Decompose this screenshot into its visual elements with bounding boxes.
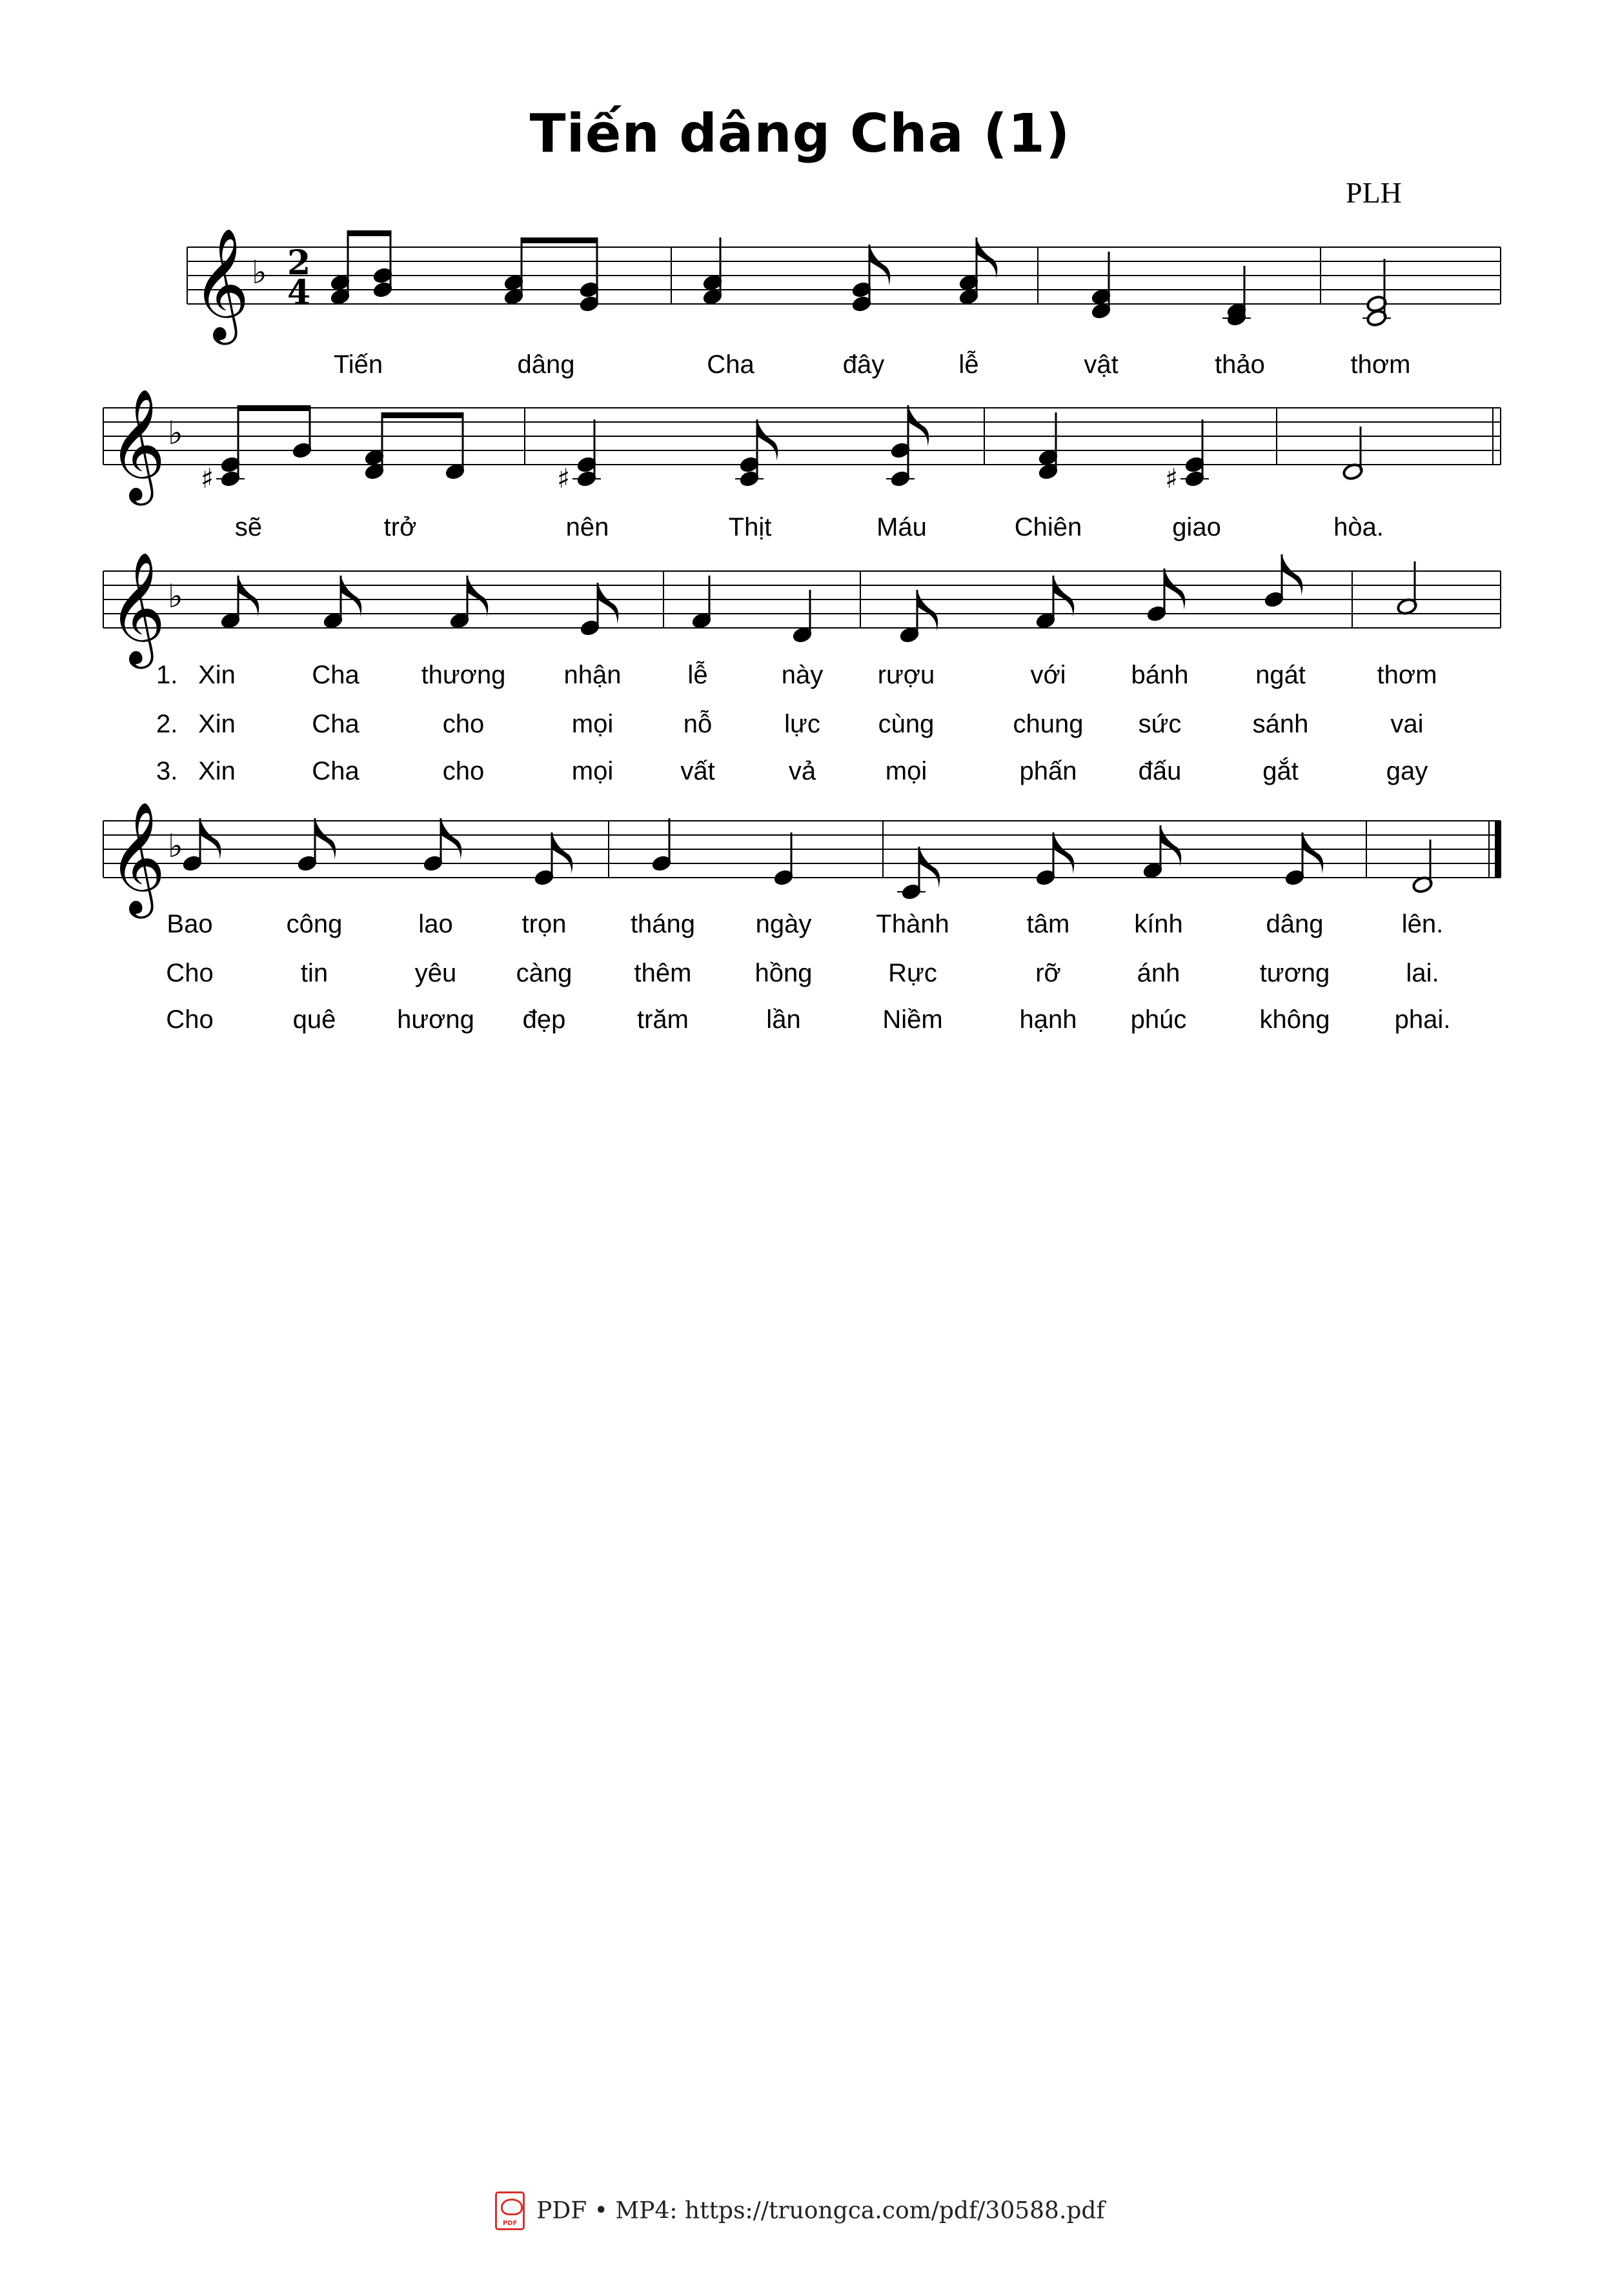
eighth-flag	[315, 818, 336, 860]
eighth-flag	[917, 590, 938, 631]
lyric-syllable: thêm	[634, 959, 692, 987]
lyric-syllable: đẹp	[522, 1005, 566, 1034]
lyric-syllable: kính	[1134, 910, 1183, 938]
lyric-syllable: nên	[565, 513, 609, 541]
beam	[238, 405, 310, 411]
eighth-flag	[1302, 832, 1323, 874]
lyric-syllable: mọi	[571, 757, 614, 785]
lyric-syllable: Chiên	[1014, 513, 1082, 541]
eighth-flag	[598, 583, 618, 624]
flat-key-signature-icon: ♭	[168, 578, 183, 615]
verse-number: 2.	[156, 710, 178, 738]
lyric-syllable: phai.	[1394, 1005, 1451, 1034]
treble-clef-icon: 𝄞	[108, 552, 166, 664]
lyric-syllable: tương	[1259, 959, 1330, 987]
verse-number: 1.	[156, 661, 178, 689]
sharp-accidental-icon: ♯	[557, 463, 571, 494]
lyric-syllable: lao	[418, 910, 453, 938]
lyric-syllable: sánh	[1252, 710, 1309, 738]
lyric-syllable: Cha	[312, 710, 359, 738]
lyric-syllable: cho	[442, 710, 485, 738]
eighth-flag	[977, 237, 997, 279]
lyric-syllable: Niềm	[882, 1005, 943, 1034]
lyric-syllable: vất	[680, 757, 715, 785]
eighth-flag	[1053, 832, 1074, 874]
lyric-syllable: nỗ	[683, 710, 713, 738]
lyric-syllable: mọi	[571, 710, 614, 738]
lyric-syllable: ánh	[1137, 959, 1180, 987]
final-barline-thick	[1495, 821, 1501, 878]
lyric-syllable: ngày	[755, 910, 812, 938]
lyric-syllable: Cha	[312, 757, 359, 785]
sharp-accidental-icon: ♯	[1165, 463, 1179, 494]
time-signature-bottom: 4	[287, 273, 311, 312]
composer-credit: PLH	[1346, 176, 1402, 209]
lyric-syllable: Cho	[166, 959, 214, 987]
lyric-syllable: trở	[383, 513, 417, 541]
lyric-syllable: trọn	[522, 910, 567, 938]
lyric-syllable: thơm	[1350, 350, 1411, 379]
eighth-flag	[1053, 576, 1074, 617]
lyric-syllable: lên.	[1401, 910, 1444, 938]
lyric-syllable: dâng	[1266, 910, 1324, 938]
lyric-syllable: gắt	[1262, 757, 1299, 785]
flat-key-signature-icon: ♭	[168, 827, 183, 865]
lyric-syllable: Máu	[876, 513, 927, 541]
lyric-syllable: Rực	[888, 959, 937, 987]
lyric-syllable: sẽ	[234, 513, 263, 541]
pdf-icon	[495, 2191, 525, 2230]
lyric-syllable: chung	[1013, 710, 1084, 738]
lyric-syllable: thảo	[1215, 350, 1265, 379]
lyric-syllable: nhận	[563, 661, 622, 689]
song-title: Tiến dâng Cha (1)	[529, 103, 1071, 165]
beam	[382, 412, 463, 418]
lyric-syllable: lễ	[687, 661, 708, 689]
eighth-flag	[919, 847, 940, 888]
lyric-syllable: Cho	[166, 1005, 214, 1034]
eighth-flag	[1160, 825, 1181, 867]
lyric-syllable: hồng	[754, 959, 813, 987]
lyric-syllable: Xin	[198, 710, 236, 738]
lyric-syllable: hương	[397, 1005, 474, 1034]
lyric-syllable: không	[1259, 1005, 1330, 1034]
lyric-syllable: hạnh	[1019, 1005, 1077, 1034]
eighth-flag	[200, 818, 221, 860]
eighth-flag	[1282, 554, 1302, 596]
lyric-syllable: Cha	[707, 350, 754, 379]
lyric-syllable: Tiến	[333, 350, 383, 379]
lyric-syllable: quê	[292, 1005, 336, 1034]
lyric-syllable: lực	[784, 710, 820, 738]
lyric-syllable: vả	[788, 757, 816, 785]
lyric-syllable: vật	[1084, 350, 1119, 379]
lyric-syllable: mọi	[885, 757, 927, 785]
lyric-syllable: thơm	[1377, 661, 1437, 689]
lyric-syllable: Thịt	[728, 513, 772, 541]
footer-text: PDF • MP4: https://truongca.com/pdf/30588.pdf	[536, 2197, 1105, 2224]
lyric-syllable: rượu	[877, 661, 935, 689]
lyric-syllable: đấu	[1138, 757, 1182, 785]
lyric-syllable: lần	[766, 1005, 801, 1034]
lyric-syllable: phúc	[1130, 1005, 1187, 1034]
lyric-syllable: càng	[516, 959, 572, 987]
lyric-syllable: trăm	[637, 1005, 689, 1034]
lyric-syllable: yêu	[414, 959, 457, 987]
eighth-flag	[441, 818, 461, 860]
lyric-syllable: rỡ	[1035, 959, 1061, 987]
flat-key-signature-icon: ♭	[252, 254, 267, 291]
flat-key-signature-icon: ♭	[168, 414, 183, 452]
sharp-accidental-icon: ♯	[201, 463, 214, 494]
lyric-syllable: sức	[1138, 710, 1182, 738]
lyric-syllable: Xin	[198, 757, 236, 785]
lyric-syllable: thương	[421, 661, 506, 689]
lyric-syllable: với	[1030, 661, 1066, 689]
beam	[522, 237, 597, 243]
lyric-syllable: ngát	[1255, 661, 1306, 689]
eighth-flag	[1164, 569, 1185, 610]
eighth-flag	[552, 832, 572, 874]
lyric-syllable: lễ	[958, 350, 979, 379]
eighth-flag	[238, 576, 259, 617]
lyric-syllable: tháng	[630, 910, 696, 938]
eighth-flag	[467, 576, 488, 617]
lyric-syllable: lai.	[1406, 959, 1439, 987]
treble-clef-icon: 𝄞	[108, 388, 166, 501]
lyric-syllable: cho	[442, 757, 485, 785]
lyric-syllable: đây	[842, 350, 885, 379]
lyric-syllable: gay	[1386, 757, 1428, 785]
verse-number: 3.	[156, 757, 178, 785]
lyric-syllable: giao	[1172, 513, 1221, 541]
lyric-syllable: dâng	[517, 350, 575, 379]
time-signature-top: 2	[287, 243, 311, 283]
eighth-flag	[757, 419, 778, 461]
lyric-syllable: vai	[1390, 710, 1424, 738]
eighth-flag	[869, 245, 890, 286]
treble-clef-icon: 𝄞	[108, 801, 166, 914]
lyric-syllable: bánh	[1131, 661, 1189, 689]
lyric-syllable: hòa.	[1333, 513, 1384, 541]
treble-clef-icon: 𝄞	[192, 228, 250, 340]
eighth-flag	[908, 405, 929, 447]
lyric-syllable: Xin	[198, 661, 236, 689]
lyric-syllable: này	[781, 661, 824, 689]
footer-link[interactable]	[0, 2191, 1600, 2230]
lyric-syllable: Cha	[312, 661, 359, 689]
lyric-syllable: công	[286, 910, 343, 938]
lyric-syllable: Thành	[876, 910, 949, 938]
lyric-syllable: Bao	[167, 910, 213, 938]
lyric-syllable: cùng	[878, 710, 935, 738]
beam	[348, 230, 390, 236]
lyric-syllable: tin	[300, 959, 329, 987]
lyric-syllable: phấn	[1019, 757, 1077, 785]
lyric-syllable: tâm	[1026, 910, 1070, 938]
eighth-flag	[341, 576, 361, 617]
